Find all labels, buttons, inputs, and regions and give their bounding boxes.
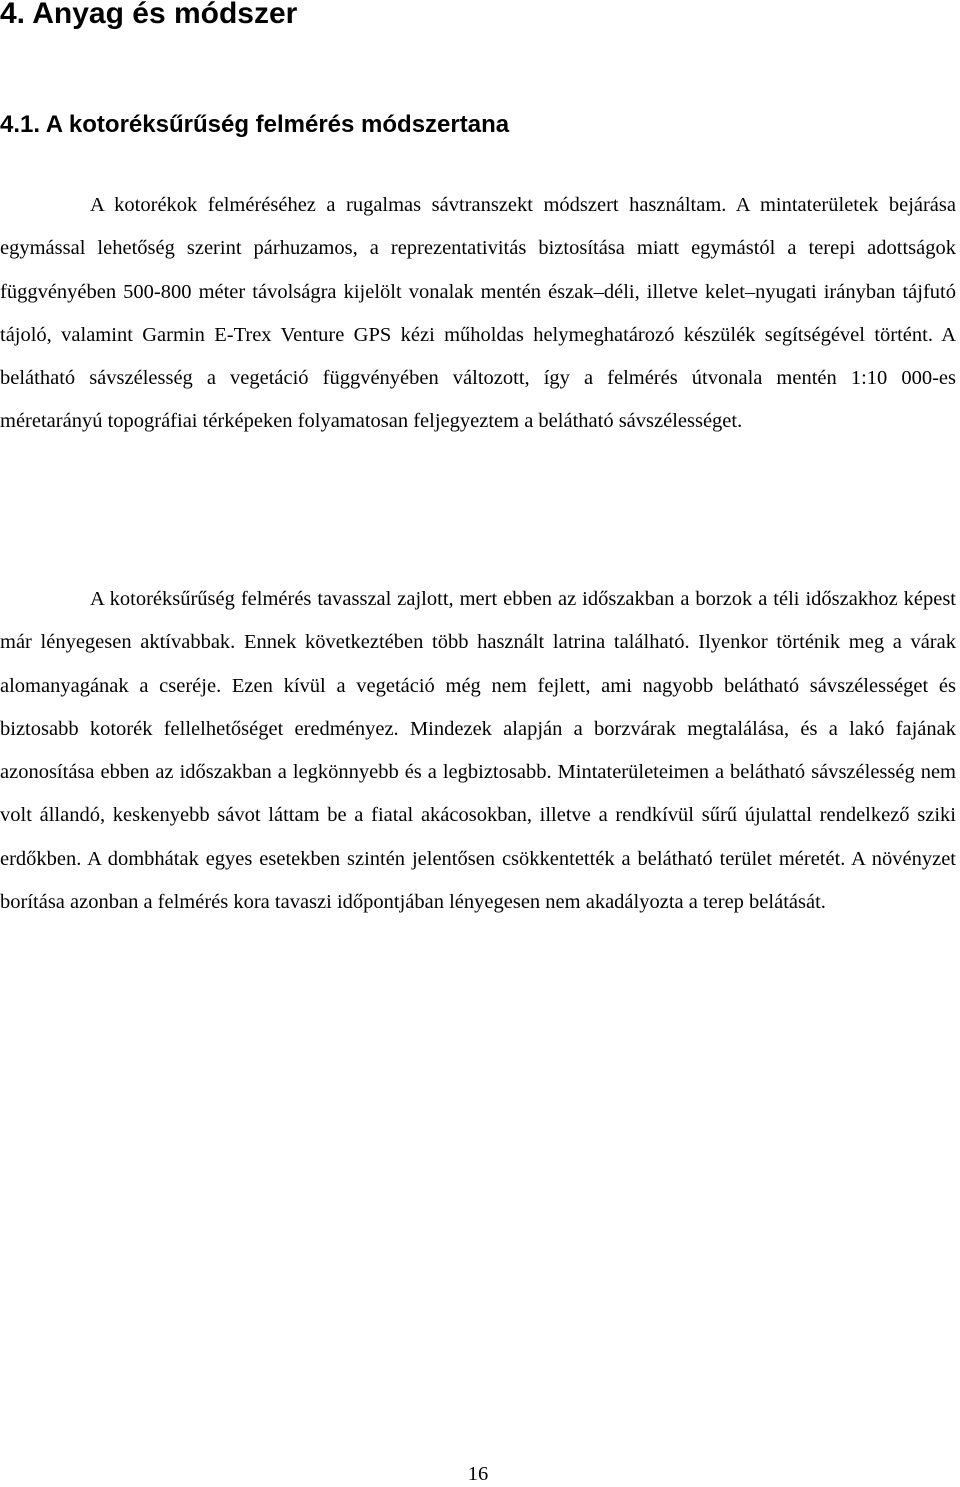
body-paragraph: A kotorékok felméréséhez a rugalmas sávtranszekt módszert használtam. A mintaterületek bejárása egymással lehetőség szerint párhuzamos, a reprezentativitás biztosítása miatt egymástól a terepi adottságok függvényében 500-800 méter távolságra kijelölt vonalak mentén észak–déli, illetve kelet–nyugati irányban tájfutó tájoló, valamint Garmin E-Trex Venture GPS kézi műholdas helymeghatározó készülék segítségével történt. A belátható sávszélesség a vegetáció függvényében változott, így a felmérés útvonala mentén 1:10 000-es méretarányú topográfiai térképeken folyamatosan feljegyeztem a belátható sávszélességet. xyxy=(0,194,956,433)
body-paragraph: A kotoréksűrűség felmérés tavasszal zajlott, mert ebben az időszakban a borzok a téli időszakhoz képest már lényegesen aktívabbak. Ennek következtében több használt latrina található. Ilyenkor történik meg a várak alomanyagának a cseréje. Ezen kívül a vegetáció még nem fejlett, ami nagyobb belátható sávszélességet és biztosabb kotorék fellelhetőséget eredményez. Mindezek alapján a borzvárak megtalálása, és a lakó fajának azonosítása ebben az időszakban a legkönnyebb és a legbiztosabb. Mintaterületeimen a belátható sávszélesség nem volt állandó, keskenyebb sávot láttam be a fiatal akácosokban, illetve a rendkívül sűrű újulattal rendelkező sziki erdőkben. A dombhátak egyes esetekben szintén jelentősen csökkentették a belátható terület méretét. A növényzet borítása azonban a felmérés kora tavaszi időpontjában lényegesen nem akadályozta a terep belátását. xyxy=(0,588,956,914)
chapter-title: 4. Anyag és módszer xyxy=(0,0,298,30)
page-number: 16 xyxy=(467,1463,489,1485)
section-title: 4.1. A kotoréksűrűség felmérés módszertana xyxy=(0,111,510,138)
